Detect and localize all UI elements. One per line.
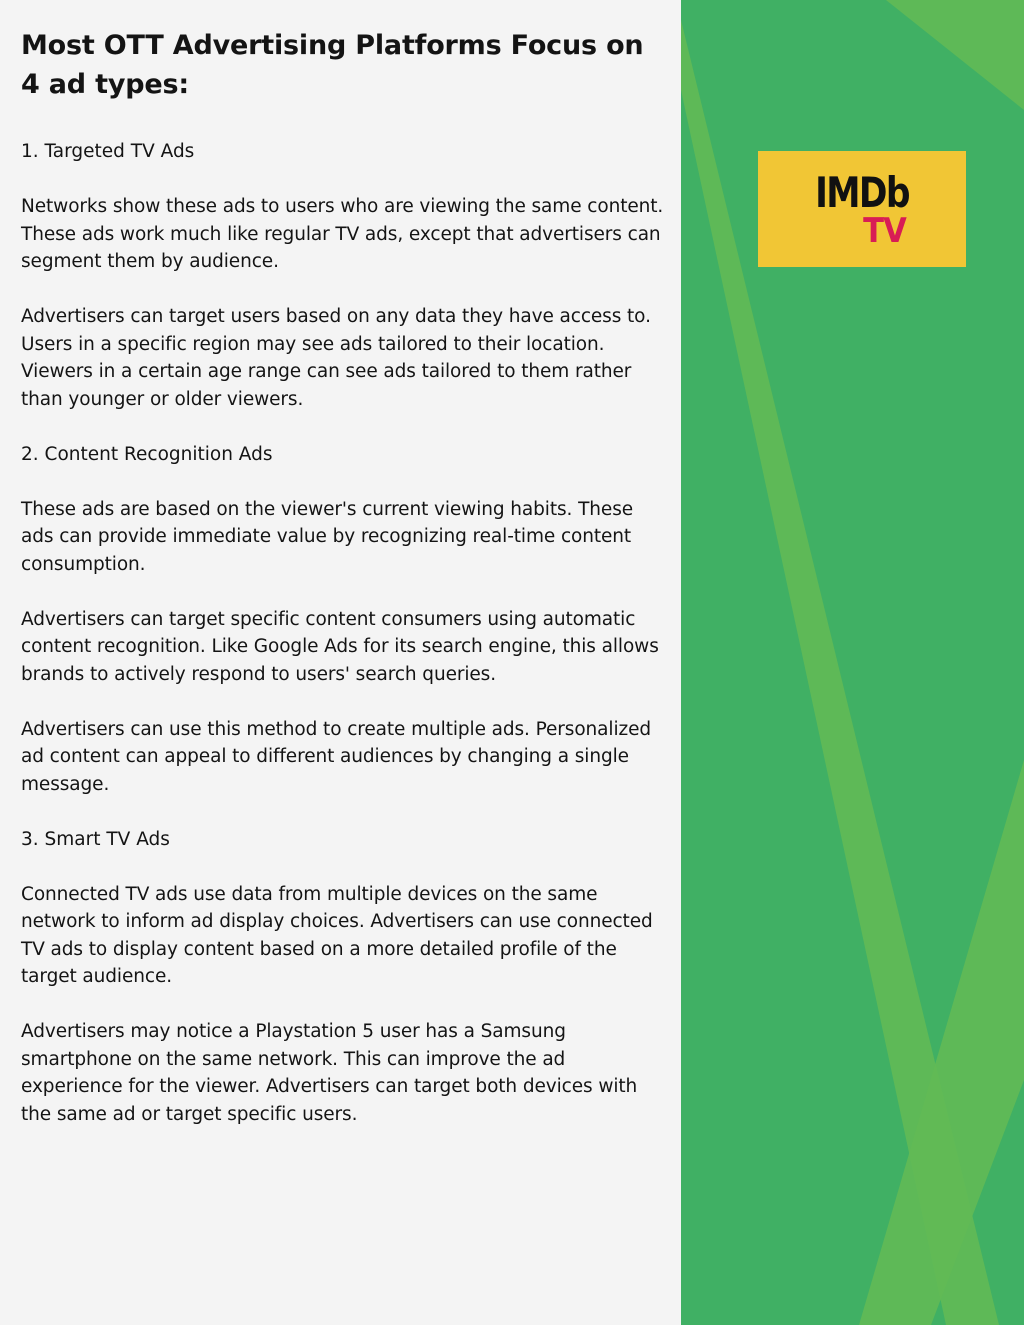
stripe-bottom-right [859,760,1024,1325]
article-content [21,26,666,1156]
paragraph: Networks show these ads to users who are viewing the same content. These ads work much like regular TV ads, except that advertisers can segment them by audience. [21,196,664,272]
section-heading-smart-tv-ads: 3. Smart TV Ads [21,828,170,850]
paragraph: Advertisers can target specific content consumers using automatic content recognition. Like Google Ads for its search engine, this allows brands to actively respond to users' search queries. [21,608,659,685]
section-heading-content-recognition-ads: 2. Content Recognition Ads [21,443,273,465]
logo-product-text: TV [863,211,906,251]
logo-brand-text: IMDb [815,168,909,217]
paragraph: Connected TV ads use data from multiple devices on the same network to inform ad display choices. Advertisers can use connected TV ads to display content based on a more detailed profile of the target audience. [21,883,653,987]
imdb-tv-logo [758,151,966,267]
paragraph: Advertisers can use this method to create multiple ads. Personalized ad content can appeal to different audiences by changing a single message. [21,718,652,795]
section-heading-targeted-tv-ads: 1. Targeted TV Ads [21,141,195,162]
stripe-top-right [886,0,1024,110]
paragraph: Advertisers can target users based on any data they have access to. Users in a specific region may see ads tailored to their location. Viewers in a certain age range can see ads tailored to them rather than younger or older viewers. [21,306,651,410]
paragraph: These ads are based on the viewer's current viewing habits. These ads can provide immediate value by recognizing real-time content consumption. [21,498,634,575]
decorative-side-panel [681,0,1024,1325]
paragraph: Advertisers may notice a Playstation 5 user has a Samsung smartphone on the same network. This can improve the ad experience for the viewer. Advertisers can target both devices with the same ad or target specific users. [21,1021,638,1125]
page-title: Most OTT Advertising Platforms Focus on 4 ad types: [21,30,644,100]
